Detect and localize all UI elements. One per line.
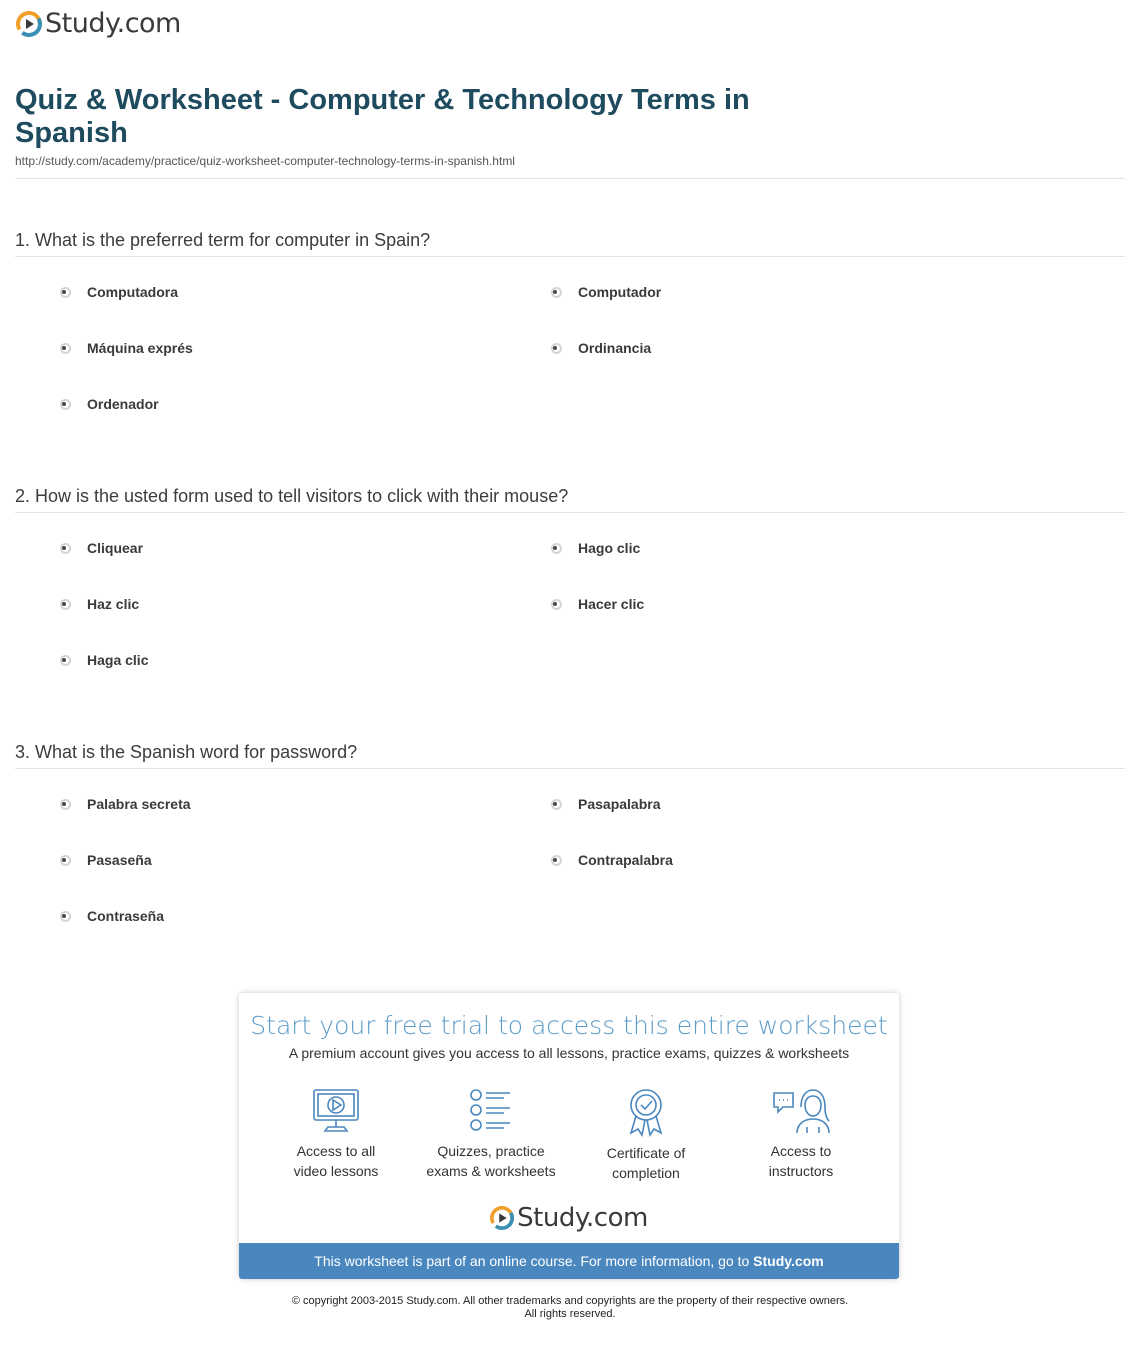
radio-icon[interactable] bbox=[60, 343, 71, 354]
answer-option[interactable] bbox=[60, 596, 139, 612]
study-logo-icon bbox=[490, 1206, 514, 1230]
band-text: This worksheet is part of an online course. For more information, go to bbox=[314, 1253, 754, 1269]
option-label: Máquina exprés bbox=[87, 340, 193, 356]
page-title: Quiz & Worksheet - Computer & Technology Terms in Spanish bbox=[15, 84, 750, 149]
copyright-line: © copyright 2003-2015 Study.com. All other trademarks and copyrights are the property of their respective owners. bbox=[291, 1295, 849, 1307]
answer-option[interactable] bbox=[60, 340, 193, 356]
radio-icon[interactable] bbox=[60, 543, 71, 554]
video-lessons-icon bbox=[311, 1087, 361, 1135]
course-info-band bbox=[239, 1243, 899, 1279]
answer-option[interactable] bbox=[60, 396, 159, 412]
divider bbox=[15, 256, 1125, 257]
feature-label-2: exams & worksheets bbox=[426, 1163, 556, 1179]
feature-label-2: completion bbox=[612, 1165, 680, 1181]
certificate-icon bbox=[621, 1087, 671, 1137]
study-logo[interactable] bbox=[16, 8, 181, 39]
rights-line: All rights reserved. bbox=[524, 1308, 616, 1320]
feature-label-1: Access to all bbox=[296, 1143, 376, 1159]
question-3: 3. What is the Spanish word for password? bbox=[15, 742, 358, 762]
radio-icon[interactable] bbox=[60, 911, 71, 922]
option-label: Hago clic bbox=[578, 540, 641, 556]
answer-option[interactable] bbox=[60, 284, 178, 300]
logo-name: Study bbox=[45, 8, 117, 39]
radio-icon[interactable] bbox=[551, 543, 562, 554]
question-2: 2. How is the usted form used to tell visitors to click with their mouse? bbox=[15, 486, 569, 506]
feature-label-2: video lessons bbox=[293, 1163, 379, 1179]
radio-icon[interactable] bbox=[60, 599, 71, 610]
radio-icon[interactable] bbox=[551, 343, 562, 354]
option-label: Pasaseña bbox=[87, 852, 152, 868]
logo-tld: .com bbox=[586, 1203, 648, 1233]
option-label: Palabra secreta bbox=[87, 796, 191, 812]
copyright-footer bbox=[0, 1295, 1140, 1321]
free-trial-promo[interactable] bbox=[239, 993, 899, 1279]
radio-icon[interactable] bbox=[551, 599, 562, 610]
quiz-list-icon bbox=[466, 1087, 516, 1135]
radio-icon[interactable] bbox=[551, 855, 562, 866]
study-link[interactable]: Study.com bbox=[753, 1253, 824, 1269]
question-1: 1. What is the preferred term for computer in Spain? bbox=[15, 230, 431, 250]
divider bbox=[15, 512, 1125, 513]
feature-label-1: Certificate of bbox=[606, 1145, 686, 1161]
answer-option[interactable] bbox=[60, 652, 148, 668]
instructors-icon bbox=[771, 1087, 831, 1135]
divider bbox=[15, 768, 1125, 769]
option-label: Haga clic bbox=[87, 652, 149, 668]
logo-name: Study bbox=[517, 1203, 587, 1233]
page-url[interactable]: http://study.com/academy/practice/quiz-worksheet-computer-technology-terms-in-spanish.html bbox=[15, 154, 515, 168]
feature-label-1: Quizzes, practice bbox=[437, 1143, 545, 1159]
answer-option[interactable] bbox=[551, 852, 673, 868]
option-label: Pasapalabra bbox=[578, 796, 661, 812]
answer-option[interactable] bbox=[60, 796, 191, 812]
promo-heading[interactable]: Start your free trial to access this entire worksheet bbox=[250, 1011, 888, 1040]
option-label: Computadora bbox=[87, 284, 178, 300]
feature-label-2: instructors bbox=[768, 1163, 834, 1179]
answer-option[interactable] bbox=[551, 796, 661, 812]
feature-video-lessons bbox=[261, 1087, 411, 1181]
answer-option[interactable] bbox=[60, 852, 152, 868]
logo-tld: .com bbox=[116, 8, 181, 39]
option-label: Haz clic bbox=[87, 596, 140, 612]
feature-quizzes bbox=[416, 1087, 566, 1181]
answer-option[interactable] bbox=[551, 596, 644, 612]
radio-icon[interactable] bbox=[60, 799, 71, 810]
answer-option[interactable] bbox=[551, 540, 640, 556]
divider bbox=[15, 178, 1125, 179]
promo-subheading: A premium account gives you access to all lessons, practice exams, quizzes & worksheets bbox=[288, 1045, 850, 1061]
radio-icon[interactable] bbox=[60, 399, 71, 410]
option-label: Computador bbox=[578, 284, 662, 300]
option-label: Contraseña bbox=[87, 908, 165, 924]
option-label: Cliquear bbox=[87, 540, 144, 556]
radio-icon[interactable] bbox=[60, 855, 71, 866]
feature-label-1: Access to bbox=[770, 1143, 832, 1159]
option-label: Hacer clic bbox=[578, 596, 645, 612]
radio-icon[interactable] bbox=[551, 799, 562, 810]
radio-icon[interactable] bbox=[60, 287, 71, 298]
feature-certificate bbox=[571, 1087, 721, 1183]
answer-option[interactable] bbox=[551, 284, 661, 300]
promo-study-logo[interactable] bbox=[239, 1203, 899, 1233]
radio-icon[interactable] bbox=[551, 287, 562, 298]
study-logo-icon bbox=[16, 11, 42, 37]
answer-option[interactable] bbox=[551, 340, 651, 356]
answer-option[interactable] bbox=[60, 540, 143, 556]
feature-instructors bbox=[726, 1087, 876, 1181]
option-label: Contrapalabra bbox=[578, 852, 673, 868]
answer-option[interactable] bbox=[60, 908, 164, 924]
option-label: Ordinancia bbox=[578, 340, 652, 356]
radio-icon[interactable] bbox=[60, 655, 71, 666]
option-label: Ordenador bbox=[87, 396, 159, 412]
